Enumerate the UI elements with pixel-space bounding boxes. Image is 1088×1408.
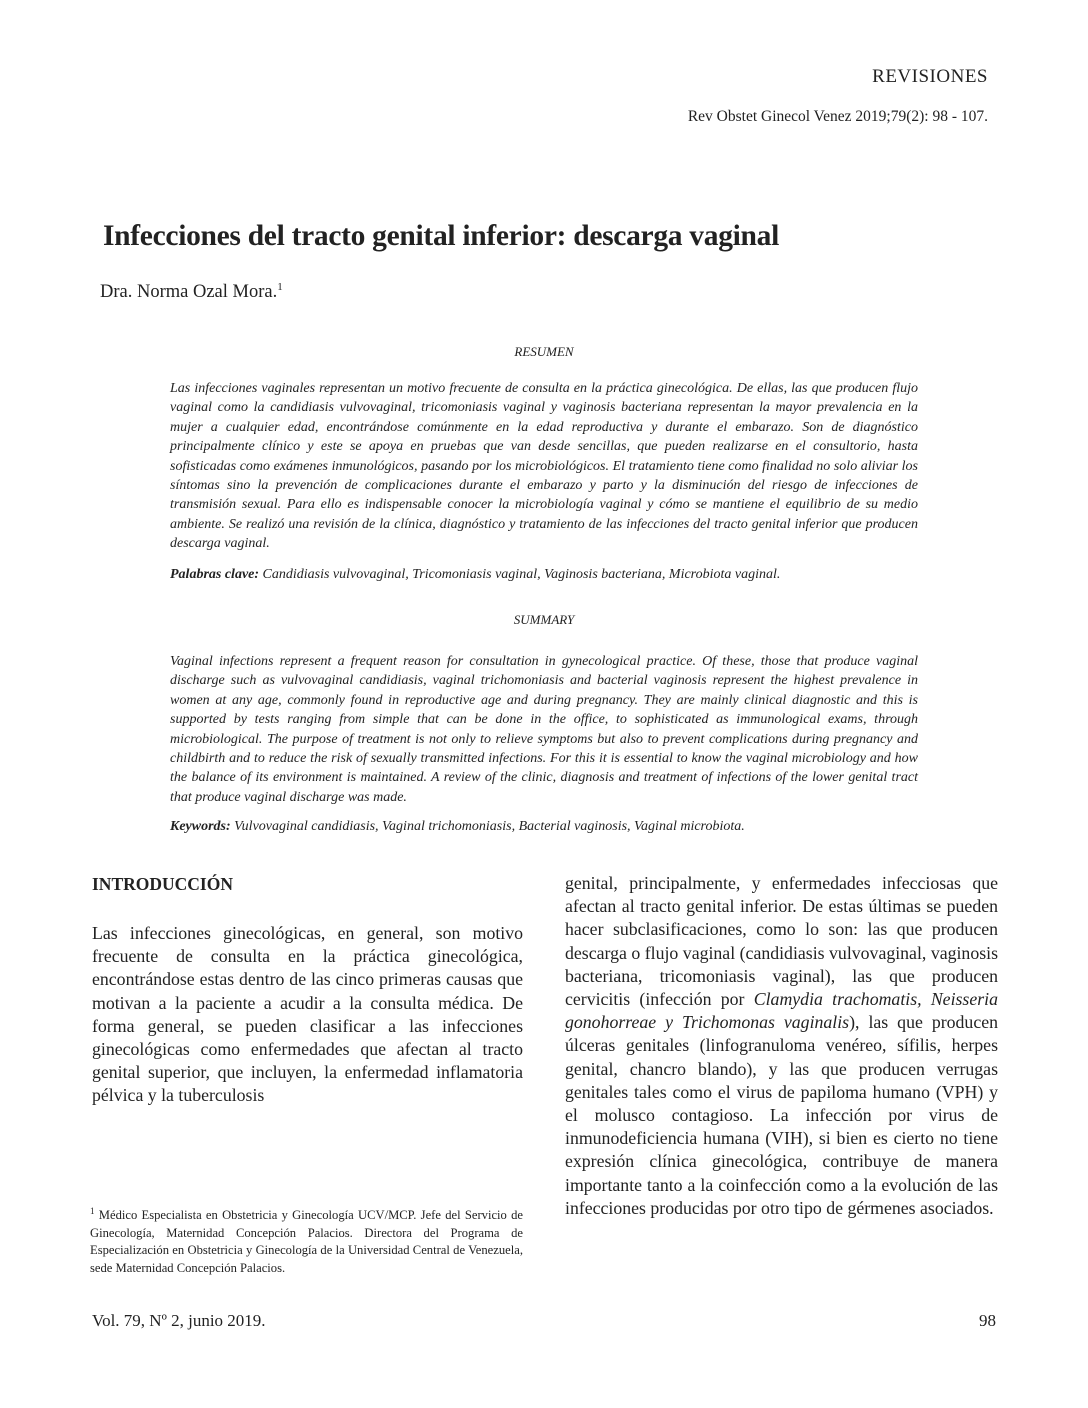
summary-heading: SUMMARY	[513, 612, 575, 627]
keywords	[170, 817, 918, 836]
article-title: Infecciones del tracto genital inferior: descarga vaginal	[103, 220, 780, 252]
author-name: Dra. Norma Ozal Mora.	[100, 282, 278, 303]
resumen-text: Las infecciones vaginales representan un motivo frecuente de consulta en la práctica ginecológica. De ellas, las que producen flujo vaginal como la candidiasis vulvovaginal, tricomoniasis vaginal y vaginosis bacteriana representan la mayor prevalencia en la mujer a cualquier edad, encontrándose comúnmente en la edad reproductiva y durante el embarazo. Son de diagnóstico principalmente clínico y este se apoya en pruebas que van desde sencillas, que pueden realizarse en el consultorio, hasta sofisticadas como exámenes inmunológicos, pasando por los microbiológicos. El tratamiento tiene como finalidad no solo aliviar los síntomas sino la prevención de complicaciones durante el embarazo y parto y la disminución del riesgo de infecciones de transmisión sexual. Para ello es indispensable conocer la microbiología vaginal y cómo se mantiene el equilibrio de su medio ambiente. Se realizó una revisión de la clínica, diagnóstico y tratamiento de las infecciones del tracto genital inferior que producen descarga vaginal.	[170, 381, 918, 552]
introduction-heading: INTRODUCCIÓN	[92, 874, 233, 894]
author-line	[100, 281, 283, 303]
introduction-right-column	[565, 872, 998, 1220]
keywords-list: Vulvovaginal candidiasis, Vaginal trichomoniasis, Bacterial vaginosis, Vaginal microbiota.	[234, 819, 745, 834]
author-affiliation-marker: 1	[277, 281, 283, 293]
footnote-marker: 1	[90, 1206, 95, 1216]
resumen-heading: RESUMEN	[514, 344, 574, 359]
intro-right-text-1: genital, principalmente, y enfermedades infecciosas que afectan al tracto genital inferior. De estas últimas se pueden hacer subclasificaciones, como lo son: las que producen descarga o flujo vaginal (candidiasis vulvovaginal, vaginosis bacteriana, tricomoniasis vaginal), las que producen cervicitis (infección por	[565, 873, 998, 1010]
introduction-left-column: Las infecciones ginecológicas, en general, son motivo frecuente de consulta en la práctica ginecológica, encontrándose estas dentro de las cinco primeras causas que motivan a la paciente a acudir a la consulta médica. De forma general, se pueden clasificar a las infecciones ginecológicas como enfermedades que afectan al tracto genital superior, que incluyen, la enfermedad inflamatoria pélvica y la tuberculosis	[92, 923, 523, 1106]
summary-text: Vaginal infections represent a frequent reason for consultation in gynecological practice. Of these, those that produce vaginal discharge such as vulvovaginal candidiasis, vaginal trichomoniasis and bacterial vaginosis represent the highest prevalence in women at any age, commonly found in reproductive age and during pregnancy. They are mainly clinical diagnostic and this is supported by tests ranging from simple that can be done in the office, to sophisticated as immunological exams, through microbiological. The purpose of treatment is not only to relieve symptoms but also to prevent complications during pregnancy and childbirth and to reduce the risk of sexually transmitted infections. For this it is essential to know the vaginal microbiology and how the balance of its environment is maintained. A review of the clinic, diagnosis and treatment of infections of the lower genital tract that produce vaginal discharge was made.	[170, 654, 918, 805]
journal-citation: Rev Obstet Ginecol Venez 2019;79(2): 98 - 107.	[687, 108, 988, 125]
palabras-clave	[170, 565, 918, 584]
keywords-label: Keywords:	[170, 819, 231, 834]
page-number: 98	[979, 1311, 996, 1330]
section-label: REVISIONES	[872, 66, 988, 87]
palabras-clave-list: Candidiasis vulvovaginal, Tricomoniasis vaginal, Vaginosis bacteriana, Microbiota vaginal.	[262, 567, 781, 582]
footnote-text: Médico Especialista en Obstetricia y Ginecología UCV/MCP. Jefe del Servicio de Ginecología, Maternidad Concepción Palacios. Directora del Programa de Especialización en Obstetricia y Ginecología de la Universidad Central de Venezuela, sede Maternidad Concepción Palacios.	[90, 1208, 524, 1275]
palabras-clave-label: Palabras clave:	[170, 567, 260, 582]
footer-issue: Vol. 79, Nº 2, junio 2019.	[92, 1311, 266, 1330]
intro-right-organisms: Clamydia trachomatis, Neisseria gonohorreae y Trichomonas vaginalis	[565, 989, 998, 1033]
intro-right-text-2: ), las que producen úlceras genitales (linfogranuloma venéreo, sífilis, herpes genital, chancro blando), y las que producen verrugas genitales tales como el virus de papiloma humano (VPH) y el molusco contagioso. La infección por virus de inmunodeficiencia humana (VIH), si bien es cierto no tiene expresión clínica ginecológica, contribuye de manera importante tanto a la coinfección como a la evolución de las infecciones producidas por otro tipo de gérmenes asociados.	[565, 1012, 998, 1218]
affiliation-footnote	[90, 1203, 523, 1277]
